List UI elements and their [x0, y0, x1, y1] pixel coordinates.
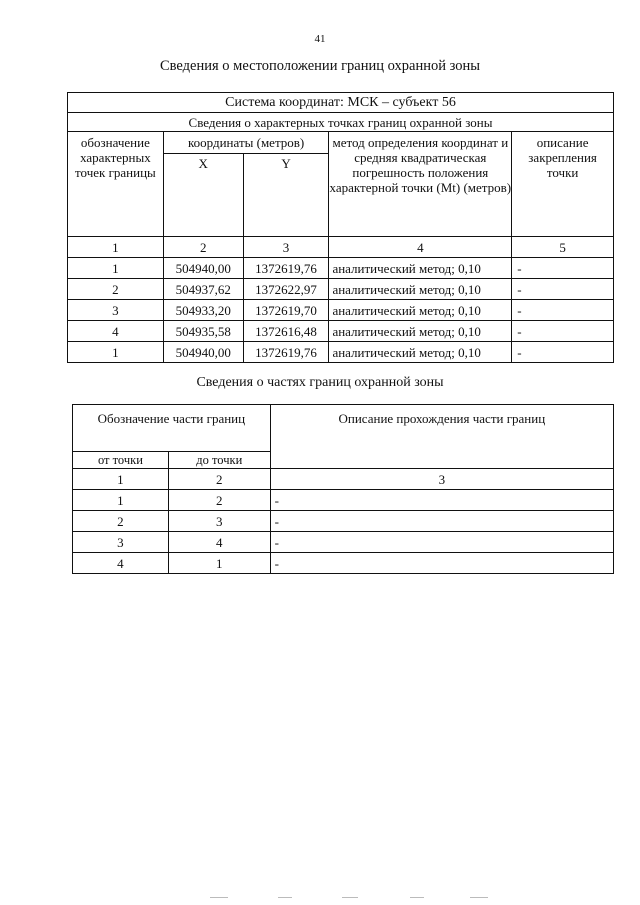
table-row [68, 258, 614, 279]
point-description: - [512, 258, 614, 279]
table-row [68, 300, 614, 321]
header-part-description: Описание прохождения части границ [270, 405, 613, 469]
header-from-point: от точки [73, 452, 169, 469]
point-id: 1 [68, 258, 164, 279]
point-id: 1 [68, 342, 164, 363]
table-row [73, 532, 614, 553]
table-row [68, 279, 614, 300]
method: аналитический метод; 0,10 [329, 279, 512, 300]
coordinates-table [67, 92, 614, 363]
part-description: - [270, 553, 613, 574]
header-x: X [163, 154, 243, 237]
header-designation: обозначение характерных точек границы [68, 132, 164, 237]
part-description: - [270, 511, 613, 532]
header-to-point: до точки [168, 452, 270, 469]
column-number-row [73, 469, 614, 490]
part-description: - [270, 490, 613, 511]
header-description: описание закрепления точки [512, 132, 614, 237]
table-row [68, 321, 614, 342]
part-description: - [270, 532, 613, 553]
column-number: 3 [270, 469, 613, 490]
from-point: 2 [73, 511, 169, 532]
point-description: - [512, 342, 614, 363]
point-id: 3 [68, 300, 164, 321]
coord-x: 504933,20 [163, 300, 243, 321]
column-number: 3 [243, 237, 329, 258]
point-description: - [512, 279, 614, 300]
coord-y: 1372622,97 [243, 279, 329, 300]
table-row [73, 553, 614, 574]
scan-mark [342, 897, 358, 898]
from-point: 4 [73, 553, 169, 574]
coord-x: 504940,00 [163, 258, 243, 279]
from-point: 3 [73, 532, 169, 553]
from-point: 1 [73, 490, 169, 511]
column-number: 5 [512, 237, 614, 258]
header-y: Y [243, 154, 329, 237]
header-coordinates: координаты (метров) [163, 132, 329, 154]
method: аналитический метод; 0,10 [329, 342, 512, 363]
coord-y: 1372619,76 [243, 342, 329, 363]
to-point: 4 [168, 532, 270, 553]
parts-title: Сведения о частях границ охранной зоны [196, 375, 444, 390]
coord-x: 504935,58 [163, 321, 243, 342]
method: аналитический метод; 0,10 [329, 258, 512, 279]
column-number: 1 [73, 469, 169, 490]
table-row [73, 490, 614, 511]
coord-y: 1372619,70 [243, 300, 329, 321]
coord-y: 1372619,76 [243, 258, 329, 279]
scan-mark [410, 897, 424, 898]
header-method: метод определения координат и средняя квадратическая погрешность положения характерной точки (Mt) (метров) [329, 132, 512, 237]
coordinate-system: Система координат: МСК – субъект 56 [68, 93, 614, 113]
table-row [73, 511, 614, 532]
point-description: - [512, 300, 614, 321]
method: аналитический метод; 0,10 [329, 321, 512, 342]
column-number: 2 [163, 237, 243, 258]
page-number: 41 [314, 33, 326, 45]
to-point: 2 [168, 490, 270, 511]
boundary-parts-table [72, 404, 614, 574]
scan-mark [210, 897, 228, 898]
column-number: 2 [168, 469, 270, 490]
coord-y: 1372616,48 [243, 321, 329, 342]
scan-artifacts [200, 897, 500, 900]
to-point: 1 [168, 553, 270, 574]
point-description: - [512, 321, 614, 342]
table-row [68, 342, 614, 363]
table-subtitle: Сведения о характерных точках границ охранной зоны [68, 113, 614, 132]
method: аналитический метод; 0,10 [329, 300, 512, 321]
coord-x: 504937,62 [163, 279, 243, 300]
scan-mark [470, 897, 488, 898]
point-id: 2 [68, 279, 164, 300]
scan-mark [278, 897, 292, 898]
column-number: 1 [68, 237, 164, 258]
header-part-designation: Обозначение части границ [73, 405, 271, 452]
column-number: 4 [329, 237, 512, 258]
point-id: 4 [68, 321, 164, 342]
to-point: 3 [168, 511, 270, 532]
coord-x: 504940,00 [163, 342, 243, 363]
document-title: Сведения о местоположении границ охранной зоны [159, 58, 480, 74]
column-number-row [68, 237, 614, 258]
